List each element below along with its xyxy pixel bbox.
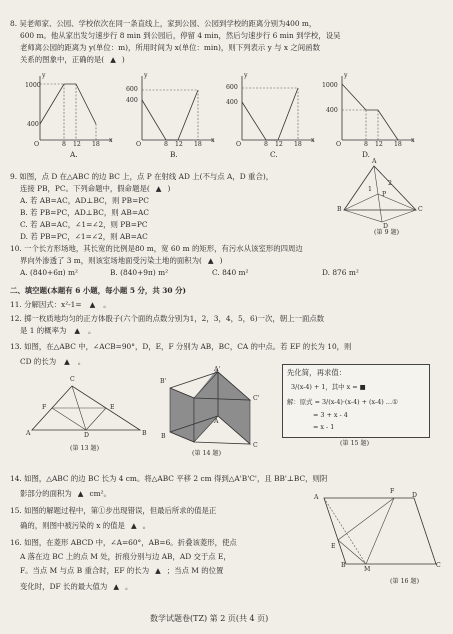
q8-graph-c — [222, 70, 320, 150]
q13-label-d: D — [84, 432, 89, 439]
q8-a-xtick-3: 18 — [92, 141, 100, 148]
q8-d-ytick-1: 1000 — [322, 82, 338, 89]
page-footer: 数学试题卷(TZ) 第 2 页(共 4 页) — [150, 614, 269, 623]
q8-a-xtick-2: 12 — [73, 141, 81, 148]
q10-line2: 界向外渗透了 3 m，则该室场地面受污染土地的面积为( ▲ ) — [20, 256, 223, 265]
q10-line1: 10. 一个长方形场地，其长宽的比例是80 m，宽 60 m 的矩形，有污水从该室形的四周边 — [10, 244, 303, 253]
q16-label-c: C — [436, 562, 441, 569]
q14-label-c: C — [253, 442, 258, 449]
q16-line3: F。当点 M 与点 B 重合时，EF 的长为 ▲ ；当点 M 的位置 — [20, 566, 224, 575]
q8-b-xtick-1: 8 — [164, 141, 168, 148]
q9-caption: (第 9 题) — [374, 229, 400, 236]
q15-note-header: 先化简，再求值： — [287, 368, 347, 377]
q8-a-ytick-1: 1000 — [25, 82, 41, 89]
q8-d-yaxis: y — [344, 72, 348, 79]
q9-label-a: A — [372, 158, 377, 165]
q13-label-f: F — [42, 404, 47, 411]
q8-b-yaxis: y — [144, 72, 148, 79]
q8-c-xtick-2: 12 — [275, 141, 283, 148]
q15-note-step1: 解：原式 = 3/(x-4)·(x-4) + (x-4) …① — [287, 398, 398, 406]
q16-label-f: F — [390, 488, 395, 495]
q14-label-a: A — [214, 418, 219, 425]
q8-graph-b — [122, 70, 220, 150]
q8-a-ytick-2: 400 — [27, 121, 39, 128]
section2-title: 二、填空题(本题有 6 小题，每小题 5 分，共 30 分) — [10, 286, 187, 295]
q16-line2: A 落在边 BC 上的点 M 处，折痕分别与边 AB，AD 交于点 E， — [20, 552, 231, 561]
q9-label-2: 2 — [388, 180, 392, 187]
q8-d-xtick-1: 8 — [364, 141, 368, 148]
q10-option-b: B. (840+9π) m² — [110, 268, 169, 277]
q13-line1: 13. 如图，在△ABC 中，∠ACB=90°，D，E，F 分别为 AB，BC，CA 的中点。若 EF 的长为 10，则 — [10, 342, 352, 351]
q15-note-card — [282, 364, 430, 438]
q8-c-ytick-1: 600 — [226, 84, 238, 91]
q14-label-b-prime: B' — [160, 378, 167, 385]
q8-a-origin: O — [34, 141, 40, 148]
q15-line2: 确的，则图中被污染的 x 的值是 ▲ 。 — [20, 521, 151, 530]
q9-line2: 连接 PB，PC。下列命题中，假命题是( ▲ ) — [20, 184, 171, 193]
q13-label-b: B — [142, 430, 147, 437]
q15-note-step2: = 3 + x - 4 — [313, 411, 348, 419]
q8-a-xaxis: x — [109, 137, 113, 144]
q14-line2: 影部分的面积为 ▲ cm²。 — [20, 489, 111, 498]
q8-line3: 老师离公园的距离为 y(单位：m)，所用时间为 x(单位：min)，则下列表示 y 与 x 之间函数 — [20, 43, 320, 52]
q14-figure — [160, 370, 260, 456]
q9-option-a: A. 若 AB=AC，AD⊥BC，则 PB=PC — [20, 196, 149, 205]
q16-line1: 16. 如图，在菱形 ABCD 中，∠A=60°，AB=6。折叠该菱形，使点 — [10, 538, 237, 547]
q8-line1: 8. 吴老师家、公园、学校依次在同一条直线上，家到公园、公园到学校的距离分别为400 m， — [10, 19, 317, 28]
q8-b-ytick-2: 400 — [126, 97, 138, 104]
q11-line: 11. 分解因式：x²-1= ▲ 。 — [10, 300, 111, 309]
q9-label-d: D — [383, 223, 388, 230]
q9-label-p: P — [382, 191, 387, 198]
q10-option-a: A. (840+6π) m² — [20, 268, 78, 277]
q9-label-c: C — [418, 206, 423, 213]
q15-caption: (第 15 题) — [340, 440, 370, 447]
q13-label-a: A — [26, 430, 31, 437]
q8-option-a: A. — [70, 150, 78, 159]
q9-option-c: C. 若 AB=AC，∠1=∠2，则 PB=PC — [20, 220, 148, 229]
q12-line1: 12. 掷一枚质地均匀的正方体骰子(六个面的点数分别为1，2，3，4，5，6)一次，朝上一面点数 — [10, 314, 325, 323]
q8-b-xtick-3: 18 — [194, 141, 202, 148]
q8-d-xaxis: x — [411, 137, 415, 144]
q8-a-yaxis: y — [42, 72, 46, 79]
q8-a-xtick-1: 8 — [62, 141, 66, 148]
q14-label-b: B — [161, 433, 166, 440]
q8-line2: 600 m。他从家出发匀速步行 8 min 到公园后，停留 4 min，然后匀速步行 6 min 到学校，设吴 — [20, 31, 341, 40]
q10-option-c: C. 840 m² — [212, 268, 249, 277]
q14-line1: 14. 如图，△ABC 的边 BC 长为 4 cm。将△ABC 平移 2 cm 得到△A'B'C'，且 BB'⊥BC，则阴 — [10, 474, 328, 483]
q8-d-xtick-3: 18 — [394, 141, 402, 148]
q8-c-yaxis: y — [244, 72, 248, 79]
q14-caption: (第 14 题) — [192, 450, 222, 457]
q8-c-ytick-2: 400 — [226, 99, 238, 106]
q8-b-xaxis: x — [211, 137, 215, 144]
q16-label-m: M — [364, 566, 371, 573]
q16-figure — [320, 490, 440, 580]
q14-label-a-prime: A' — [214, 366, 221, 373]
q13-label-c: C — [70, 376, 75, 383]
q8-c-xaxis: x — [311, 137, 315, 144]
q8-option-d: D. — [362, 150, 371, 159]
q8-c-origin: O — [236, 141, 242, 148]
q16-label-a: A — [314, 494, 319, 501]
q15-note-step3: = x - 1 — [313, 423, 335, 431]
q10-option-d: D. 876 m² — [322, 268, 359, 277]
q9-option-b: B. 若 PB=PC，AD⊥BC，则 AB=AC — [20, 208, 150, 217]
q16-label-e: E — [331, 543, 336, 550]
q8-d-origin: O — [336, 141, 342, 148]
q8-c-xtick-3: 18 — [294, 141, 302, 148]
q16-label-d: D — [412, 492, 417, 499]
q8-option-c: C. — [270, 150, 278, 159]
q13-line2: CD 的长为 ▲ 。 — [20, 357, 86, 366]
q8-c-xtick-1: 8 — [264, 141, 268, 148]
q9-option-d: D. 若 PB=PC，∠1=∠2，则 AB=AC — [20, 232, 148, 241]
q8-d-xtick-2: 12 — [375, 141, 383, 148]
q8-b-ytick-1: 600 — [126, 86, 138, 93]
q14-label-c-prime: C' — [253, 395, 260, 402]
q8-b-xtick-2: 12 — [175, 141, 183, 148]
q8-b-origin: O — [136, 141, 142, 148]
q9-line1: 9. 如图，点 D 在△ABC 的边 BC 上，点 P 在射线 AD 上(不与点 A，D 重合)， — [10, 172, 274, 181]
q8-option-b: B. — [170, 150, 178, 159]
q16-line4: 变化时，DF 长的最大值为 ▲ 。 — [20, 582, 133, 591]
q13-caption: (第 13 题) — [70, 445, 100, 452]
q9-label-1: 1 — [368, 186, 372, 193]
q13-label-e: E — [110, 404, 115, 411]
q16-caption: (第 16 题) — [390, 578, 420, 585]
q8-line4: 关系的图象中，正确的是( ▲ ) — [20, 55, 125, 64]
q16-label-b: B — [341, 562, 346, 569]
q8-d-ytick-2: 400 — [326, 107, 338, 114]
q9-label-b: B — [337, 206, 342, 213]
q15-line1: 15. 如图的解题过程中，第①步出现错误，但最后所求的值是正 — [10, 506, 217, 515]
q12-line2: 是 1 的概率为 ▲ 。 — [20, 326, 96, 335]
q15-note-expr: 3/(x-4) + 1，其中 x = ■ — [291, 383, 366, 391]
